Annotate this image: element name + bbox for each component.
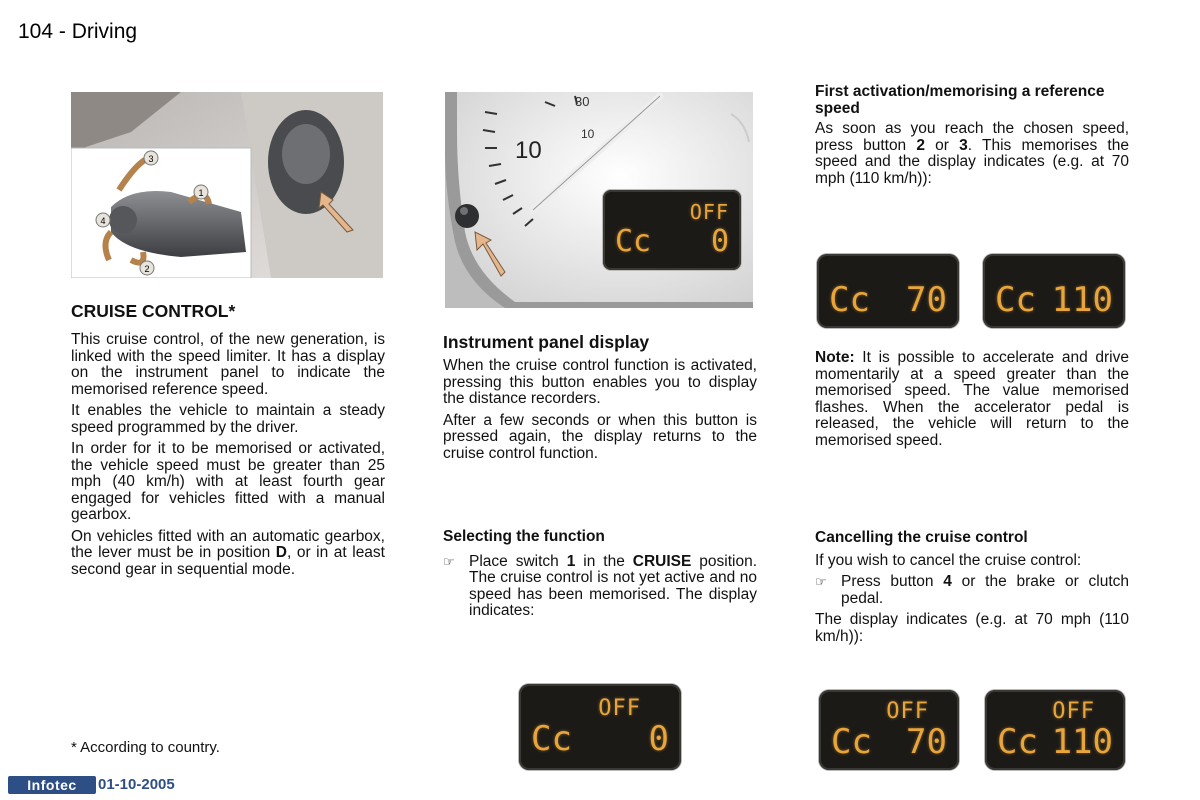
svg-text:10: 10 (581, 127, 595, 141)
lcd-bottom-row (985, 724, 1125, 760)
paragraph: As soon as you reach the chosen speed, press button 2 or 3. This memorises the speed and the display indicates (e.g. at 70 mph (110 km/h)): (815, 120, 1129, 187)
note-paragraph: Note: It is possible to accelerate and drive momentarily at a speed greater than the memorised speed. The value memorised flashes. When the accelerator pedal is released, the vehicle will return to the memorised speed. (815, 349, 1129, 449)
lcd-mode: Cc (531, 719, 572, 759)
lcd-mode: Cc (615, 224, 652, 259)
lcd-mode: Cc (995, 280, 1036, 320)
lcd-bottom-row (817, 282, 959, 318)
cruise-stalk-photo (71, 92, 383, 278)
cancel-kmh-display (985, 690, 1125, 770)
instrument-panel-photo (445, 92, 753, 308)
cruise-control-heading: CRUISE CONTROL* (71, 301, 236, 321)
cancelling-heading: Cancelling the cruise control (815, 529, 1028, 546)
lcd-mode: Cc (829, 280, 870, 320)
svg-text:2: 2 (144, 264, 150, 274)
lcd-speed: 110 (1051, 280, 1113, 320)
svg-text:3: 3 (148, 154, 154, 164)
svg-text:10: 10 (515, 137, 542, 164)
lcd-bottom-row (603, 224, 741, 260)
instrument-panel-heading: Instrument panel display (443, 332, 650, 352)
selecting-bullet: ☞ Place switch 1 in the CRUISE position. The cruise control is not yet active and no speed has been memorised. The display indicates: (443, 552, 758, 619)
lcd-top-text: OFF (598, 696, 641, 721)
cancel-bullet: ☞ Press button 4 or the brake or clutch pedal. (815, 573, 1129, 607)
cancel-mph-display (819, 690, 959, 770)
lcd-speed: 70 (906, 722, 947, 762)
page-header: 104 - Driving (18, 20, 138, 43)
paragraph: The display indicates (e.g. at 70 mph (110 km/h)): (815, 611, 1129, 645)
lcd-top-text: OFF (1052, 699, 1095, 724)
infotec-logo: Infotec (8, 776, 96, 794)
lcd-mode: Cc (997, 722, 1038, 762)
lcd-bottom-row (519, 721, 681, 757)
lcd-top-text: OFF (689, 200, 729, 224)
paragraph: In order for it to be memorised or activated, the vehicle speed must be greater than 25 mph (40 km/h) with at least fourth gear engaged for vehicles fitted with a manual gearbox. (71, 440, 385, 523)
pointing-hand-icon: ☞ (443, 553, 455, 569)
svg-text:1: 1 (198, 188, 204, 198)
lcd-speed: 70 (906, 280, 947, 320)
lcd-mode: Cc (831, 722, 872, 762)
svg-text:30: 30 (575, 94, 590, 109)
footnote: * According to country. (71, 739, 220, 756)
first-activation-heading: First activation/memorising a reference speed (815, 83, 1105, 117)
selecting-heading: Selecting the function (443, 528, 605, 545)
lcd-speed: 0 (710, 224, 729, 259)
memorised-mph-display (817, 254, 959, 328)
paragraph: It enables the vehicle to maintain a steady speed programmed by the driver. (71, 402, 385, 436)
paragraph: If you wish to cancel the cruise control: (815, 551, 1082, 569)
lcd-speed: 0 (648, 719, 669, 759)
footer-date: 01-10-2005 (98, 776, 175, 793)
pointing-hand-icon: ☞ (815, 574, 827, 589)
photo-lcd-display (603, 190, 741, 270)
select-lcd-display (519, 684, 681, 770)
paragraph: When the cruise control function is activated, pressing this button enables you to display the distance recorders. (443, 357, 757, 407)
paragraph: After a few seconds or when this button is pressed again, the display returns to the cruise control function. (443, 411, 757, 462)
lcd-speed: 110 (1051, 722, 1113, 762)
svg-text:4: 4 (100, 216, 106, 226)
paragraph: On vehicles fitted with an automatic gearbox, the lever must be in position D, or in at least second gear in sequential mode. (71, 527, 385, 578)
lcd-bottom-row (819, 724, 959, 760)
memorised-kmh-display (983, 254, 1125, 328)
lcd-bottom-row (983, 282, 1125, 318)
paragraph: This cruise control, of the new generation, is linked with the speed limiter. It has a display on the instrument panel to indicate the memorised reference speed. (71, 331, 385, 398)
lcd-top-text: OFF (886, 699, 929, 724)
